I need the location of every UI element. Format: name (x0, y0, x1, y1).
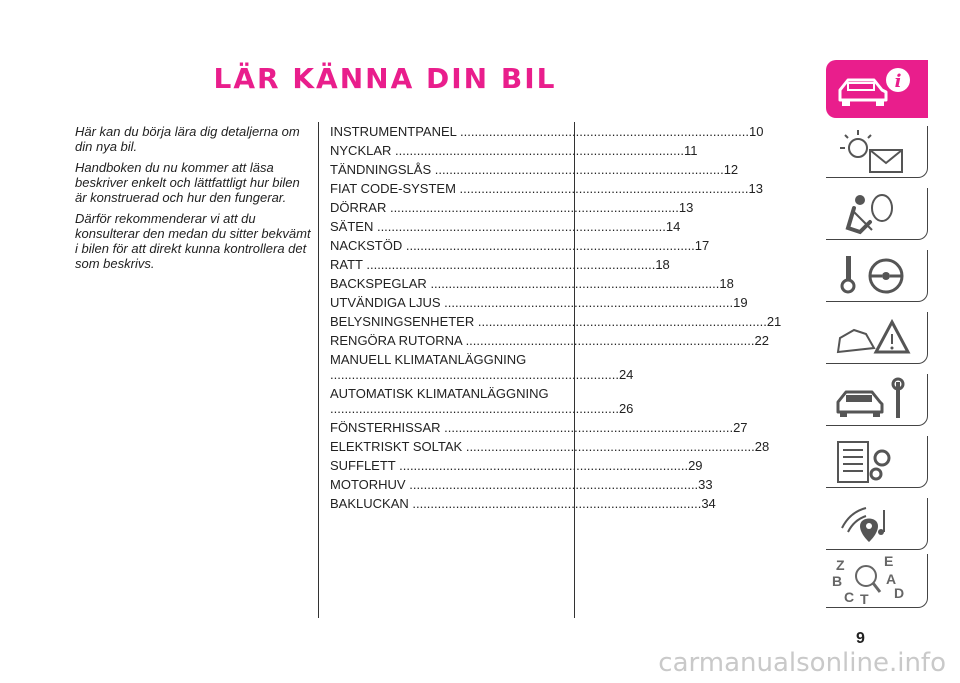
dot-leader: ................................................................................ (330, 401, 619, 416)
chapter-tab-warning-lights[interactable] (826, 126, 928, 178)
toc-entry-page: 27 (733, 420, 748, 435)
toc-entry-page: 10 (748, 124, 764, 139)
toc-entry[interactable] (330, 352, 634, 382)
toc-entry-title: MOTORHUV ................................................................................ (330, 477, 699, 492)
toc-entry[interactable] (330, 124, 764, 139)
dot-leader: ................................................................................ (461, 333, 755, 348)
toc-entry-page: 28 (754, 439, 770, 454)
toc-entry-title: NACKSTÖD ................................................................................ (330, 238, 695, 253)
toc-entry-page: 26 (618, 401, 634, 416)
toc-entry-page: 12 (723, 162, 739, 177)
dot-leader: ................................................................................ (386, 200, 679, 215)
chapter-tab-technical-data[interactable] (826, 436, 928, 488)
car-info-icon (826, 60, 928, 118)
toc-entry-title: BACKSPEGLAR ................................................................................ (330, 276, 720, 291)
dot-leader: ................................................................................ (456, 124, 749, 139)
toc-entry-title: FIAT CODE-SYSTEM ................................................................................ (330, 181, 749, 196)
toc-entry[interactable] (330, 219, 681, 234)
toc-entry[interactable] (330, 333, 769, 348)
toc-entry-title: FÖNSTERHISSAR ................................................................................ (330, 420, 734, 435)
svg-text:T: T (860, 591, 869, 607)
intro-paragraph: Här kan du börja lära dig detaljerna om din nya bil. (75, 124, 300, 154)
toc-entry-page: 24 (618, 367, 634, 382)
toc-entry-title: UTVÄNDIGA LJUS ................................................................................ (330, 295, 734, 310)
chapter-tab-multimedia[interactable] (826, 498, 928, 550)
toc-entry[interactable] (330, 314, 782, 329)
dot-leader: ................................................................................ (431, 162, 724, 177)
toc-entry-page: 13 (748, 181, 763, 196)
toc-entry-title: SUFFLETT ................................................................................ (330, 458, 689, 473)
intro-paragraph: Handboken du nu kommer att läsa beskriver enkelt och lättfattligt hur bilen är konstruerad och hur den fungerar. (75, 160, 300, 205)
chapter-tab-emergency[interactable] (826, 312, 928, 364)
dot-leader: ................................................................................ (426, 276, 720, 291)
toc-entry[interactable] (330, 257, 670, 272)
dot-leader: ................................................................................ (373, 219, 666, 234)
toc-entry-title: INSTRUMENTPANEL ................................................................................ (330, 124, 749, 139)
toc-entry-title: DÖRRAR ................................................................................ (330, 200, 679, 215)
toc-entry-page: 34 (701, 496, 716, 511)
toc-entry-title: RENGÖRA RUTORNA ................................................................................ (330, 333, 755, 348)
car-maintenance-icon (826, 374, 928, 426)
toc-entry[interactable] (330, 295, 748, 310)
toc-entry[interactable] (330, 420, 748, 435)
dot-leader: ................................................................................ (455, 181, 749, 196)
svg-text:A: A (886, 571, 897, 587)
dot-leader: ................................................................................ (440, 420, 734, 435)
chapter-tab-car-info[interactable] (826, 60, 928, 118)
toc-entry-page: 21 (766, 314, 782, 329)
chapter-tab-driving[interactable] (826, 250, 928, 302)
toc-entry[interactable] (330, 162, 739, 177)
toc-entry-page: 14 (665, 219, 681, 234)
toc-entry-page: 19 (733, 295, 748, 310)
dot-leader: ................................................................................ (474, 314, 767, 329)
toc-entry[interactable] (330, 439, 770, 454)
dot-leader: ................................................................................ (395, 458, 689, 473)
toc-entry[interactable] (330, 238, 710, 253)
dot-leader: ................................................................................ (362, 257, 656, 272)
intro-paragraph: Därför rekommenderar vi att du konsulterar den medan du sitter bekvämt i bilen för att direkt kunna kontrollera det som beskrivs. (75, 211, 311, 271)
technical-data-icon (826, 436, 928, 488)
dot-leader: ................................................................................ (408, 496, 702, 511)
toc-entry[interactable] (330, 458, 703, 473)
toc-entry-title: BAKLUCKAN ................................................................................ (330, 496, 702, 511)
svg-text:D: D (894, 585, 905, 601)
multimedia-icon (826, 498, 928, 550)
dot-leader: ................................................................................ (405, 477, 699, 492)
toc-entry-page: 33 (698, 477, 713, 492)
table-of-contents (330, 124, 782, 515)
toc-entry-title: NYCKLAR ................................................................................ (330, 143, 684, 158)
toc-entry-page: 18 (655, 257, 670, 272)
toc-entry[interactable] (330, 181, 763, 196)
toc-entry[interactable] (330, 477, 713, 492)
dot-leader: ................................................................................ (462, 439, 755, 454)
index-icon (826, 554, 928, 608)
svg-text:i: i (894, 71, 902, 92)
toc-entry-title: MANUELL KLIMATANLÄGGNING ................................................................................ (330, 352, 619, 382)
dot-leader: ................................................................................ (440, 295, 734, 310)
toc-entry[interactable] (330, 496, 716, 511)
toc-entry-title: SÄTEN ................................................................................ (330, 219, 666, 234)
dot-leader: ................................................................................ (391, 143, 684, 158)
toc-entry-page: 18 (719, 276, 734, 291)
steering-key-icon (826, 250, 928, 302)
column-divider (318, 122, 319, 618)
toc-entry-title: BELYSNINGSENHETER ................................................................................ (330, 314, 767, 329)
watermark: carmanualsonline.info (658, 648, 946, 678)
warning-lights-icon (826, 126, 928, 178)
chapter-tab-index[interactable] (826, 554, 928, 608)
toc-entry[interactable] (330, 200, 694, 215)
svg-text:B: B (832, 573, 843, 589)
toc-entry-title: ELEKTRISKT SOLTAK ................................................................................ (330, 439, 755, 454)
toc-entry-title: TÄNDNINGSLÅS ................................................................................ (330, 162, 724, 177)
toc-entry-page: 17 (694, 238, 710, 253)
page-number: 9 (856, 630, 865, 647)
intro-text (75, 124, 311, 277)
toc-entry-page: 13 (678, 200, 694, 215)
toc-entry-page: 29 (688, 458, 703, 473)
emergency-triangle-icon (826, 312, 928, 364)
toc-entry-title: RATT ................................................................................ (330, 257, 656, 272)
toc-entry[interactable] (330, 276, 734, 291)
dot-leader: ................................................................................ (402, 238, 695, 253)
dot-leader: ................................................................................ (330, 367, 619, 382)
toc-entry-title: AUTOMATISK KLIMATANLÄGGNING ................................................................................ (330, 386, 619, 416)
svg-text:Z: Z (836, 557, 845, 573)
toc-entry[interactable] (330, 143, 698, 158)
toc-entry[interactable] (330, 386, 634, 416)
page-title: LÄR KÄNNA DIN BIL (213, 62, 557, 95)
svg-text:E: E (884, 553, 894, 569)
toc-entry-page: 22 (754, 333, 769, 348)
chapter-tab-safety[interactable] (826, 188, 928, 240)
airbag-seat-icon (826, 188, 928, 240)
toc-entry-page: 11 (683, 143, 698, 158)
svg-text:C: C (844, 589, 855, 605)
chapter-tab-maintenance[interactable] (826, 374, 928, 426)
